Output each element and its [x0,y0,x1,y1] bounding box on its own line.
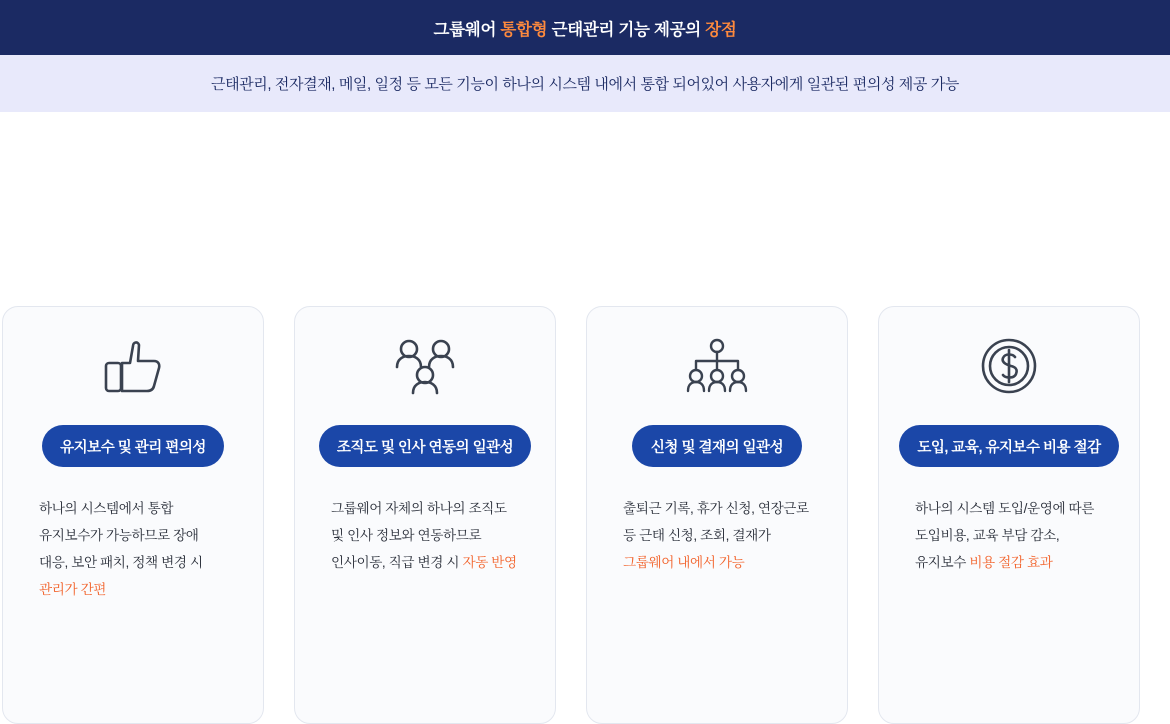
header-bar [0,0,1170,55]
card-description: 출퇴근 기록, 휴가 신청, 연장근로 등 근태 신청, 조회, 결재가 그룹웨어 내에서 가능 [623,501,809,570]
card-description: 하나의 시스템에서 통합 유지보수가 가능하므로 장애 대응, 보안 패치, 정책 변경 시 관리가 간편 [39,501,203,597]
card-row [0,112,1170,615]
card-pill [632,425,802,467]
subtitle-text: 근태관리, 전자결재, 메일, 일정 등 모든 기능이 하나의 시스템 내에서 통합 되어있어 사용자에게 일관된 편의성 제공 가능 [211,76,959,93]
card-pill-label: 유지보수 및 관리 편의성 [60,439,206,456]
card-pill [319,425,531,467]
card-description: 하나의 시스템 도입/운영에 따른 도입비용, 교육 부담 감소, 유지보수 비용 절감 효과 [915,501,1095,570]
dollar-coin-icon [879,307,1139,425]
benefit-card-org-sync [294,306,556,724]
subtitle-bar [0,55,1170,112]
card-pill [899,425,1118,467]
benefit-card-maintenance [2,306,264,724]
page-title: 그룹웨어 통합형 근태관리 기능 제공의 장점 [433,20,737,39]
benefit-card-approval [586,306,848,724]
benefit-card-cost [878,306,1140,724]
people-group-icon [295,307,555,425]
card-description: 그룹웨어 자체의 하나의 조직도 및 인사 정보와 연동하므로 인사이동, 직급 변경 시 자동 반영 [331,501,517,570]
card-pill-label: 조직도 및 인사 연동의 일관성 [336,439,514,456]
thumbs-up-icon [3,307,263,425]
card-pill [42,425,224,467]
org-chart-icon [587,307,847,425]
card-pill-label: 신청 및 결재의 일관성 [650,439,784,456]
card-pill-label: 도입, 교육, 유지보수 비용 절감 [917,439,1101,456]
